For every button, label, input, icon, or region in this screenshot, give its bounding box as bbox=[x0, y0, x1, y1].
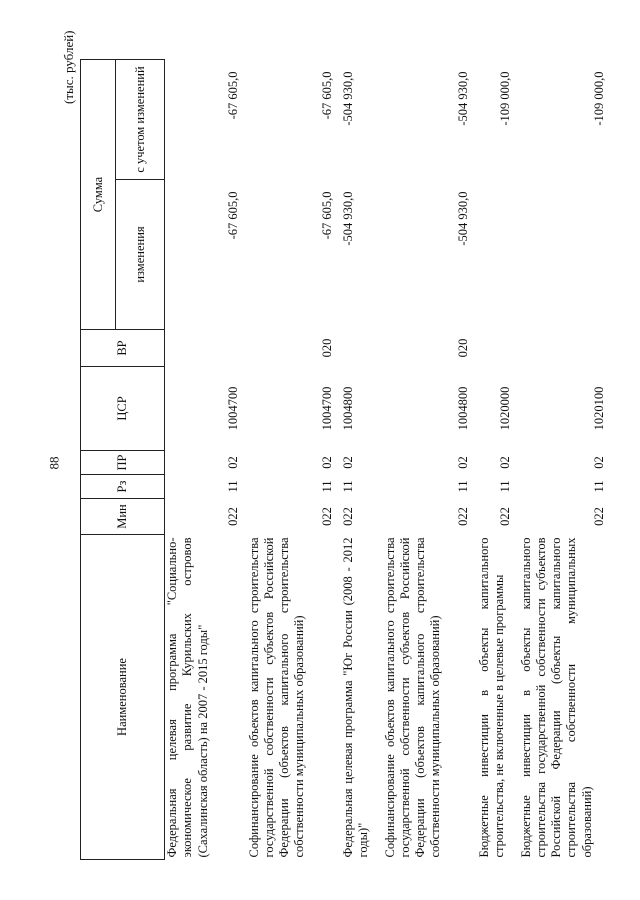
row-csr: 1004800 bbox=[340, 386, 355, 431]
header-vr: ВР bbox=[81, 330, 165, 367]
row-with-change: -504 930,0 bbox=[455, 71, 470, 126]
row-csr: 1020100 bbox=[591, 386, 606, 431]
header-row-1 bbox=[81, 60, 116, 860]
row-csr: 1004800 bbox=[455, 386, 470, 431]
row-min: 022 bbox=[591, 507, 606, 526]
row-vr: 020 bbox=[319, 338, 334, 358]
row-with-change: -67 605,0 bbox=[319, 71, 334, 120]
row-vr bbox=[341, 330, 383, 367]
table-row bbox=[247, 60, 341, 860]
row-name: Бюджетные инвестиции в объекты капитального строительства государственной собственности субъектов Российской Федерации (объекты капитального строительства собственности муниципальных образований) bbox=[518, 537, 594, 858]
row-name: Бюджетные инвестиции в объекты капитального строительства, не включенные в целевые программы bbox=[476, 537, 506, 858]
row-min: 022 bbox=[455, 507, 470, 526]
row-pr: 02 bbox=[497, 456, 512, 469]
row-name: Софинансирование объектов капитального строительства государственной собственности субъектов Российской Федерации (объектов капитального строительства собственности муниципальных образований) bbox=[382, 537, 443, 858]
row-change bbox=[477, 180, 519, 330]
row-rz: 11 bbox=[340, 480, 355, 493]
row-csr: 1020000 bbox=[497, 386, 512, 431]
row-pr: 02 bbox=[319, 456, 334, 469]
row-change: -504 930,0 bbox=[340, 191, 355, 246]
row-csr: 1004700 bbox=[319, 386, 334, 431]
page-number: 88 bbox=[46, 456, 62, 470]
row-change: -504 930,0 bbox=[455, 191, 470, 246]
row-change: -67 605,0 bbox=[319, 191, 334, 240]
table-row bbox=[165, 60, 247, 860]
row-pr: 02 bbox=[591, 456, 606, 469]
header-rz: Рз bbox=[81, 475, 165, 499]
row-with-change: -504 930,0 bbox=[340, 71, 355, 126]
table-row bbox=[477, 60, 519, 860]
row-rz: 11 bbox=[455, 480, 470, 493]
header-change: изменения bbox=[116, 180, 165, 330]
rotated-page bbox=[0, 20, 640, 880]
header-pr: ПР bbox=[81, 451, 165, 475]
row-min: 022 bbox=[340, 507, 355, 526]
row-name: Софинансирование объектов капитального строительства государственной собственности субъектов Российской Федерации (объектов капитального строительства собственности муниципальных образований) bbox=[246, 537, 307, 858]
row-vr bbox=[519, 330, 613, 367]
row-vr bbox=[477, 330, 519, 367]
row-with-change: -109 000,0 bbox=[591, 71, 606, 126]
table-row bbox=[383, 60, 477, 860]
row-with-change: -109 000,0 bbox=[497, 71, 512, 126]
row-vr bbox=[165, 330, 247, 367]
header-name: Наименование bbox=[81, 535, 165, 860]
row-min: 022 bbox=[497, 507, 512, 526]
row-name: Федеральная целевая программа "Юг России (2008 - 2012 годы)" bbox=[340, 537, 370, 858]
table-row bbox=[341, 60, 383, 860]
row-csr: 1004700 bbox=[225, 386, 240, 431]
row-pr: 02 bbox=[340, 456, 355, 469]
row-pr: 02 bbox=[225, 456, 240, 469]
row-vr: 020 bbox=[455, 338, 470, 358]
row-with-change: -67 605,0 bbox=[225, 71, 240, 120]
row-rz: 11 bbox=[225, 480, 240, 493]
row-name: Федеральная целевая программа "Социально-экономическое развитие Курильских островов (Сахалинская область) на 2007 - 2015 годы" bbox=[165, 537, 210, 858]
row-change: -67 605,0 bbox=[225, 191, 240, 240]
header-sum: Сумма bbox=[81, 60, 116, 330]
units-label: (тыс. рублей) bbox=[61, 30, 76, 104]
row-pr: 02 bbox=[455, 456, 470, 469]
budget-table bbox=[80, 59, 613, 860]
header-with-change: с учетом изменений bbox=[116, 60, 165, 180]
header-min: Мин bbox=[81, 499, 165, 535]
row-min: 022 bbox=[319, 507, 334, 526]
row-rz: 11 bbox=[591, 480, 606, 493]
row-min: 022 bbox=[225, 507, 240, 526]
row-rz: 11 bbox=[497, 480, 512, 493]
header-csr: ЦСР bbox=[81, 367, 165, 451]
row-change bbox=[519, 180, 613, 330]
row-rz: 11 bbox=[319, 480, 334, 493]
table-row bbox=[519, 60, 613, 860]
